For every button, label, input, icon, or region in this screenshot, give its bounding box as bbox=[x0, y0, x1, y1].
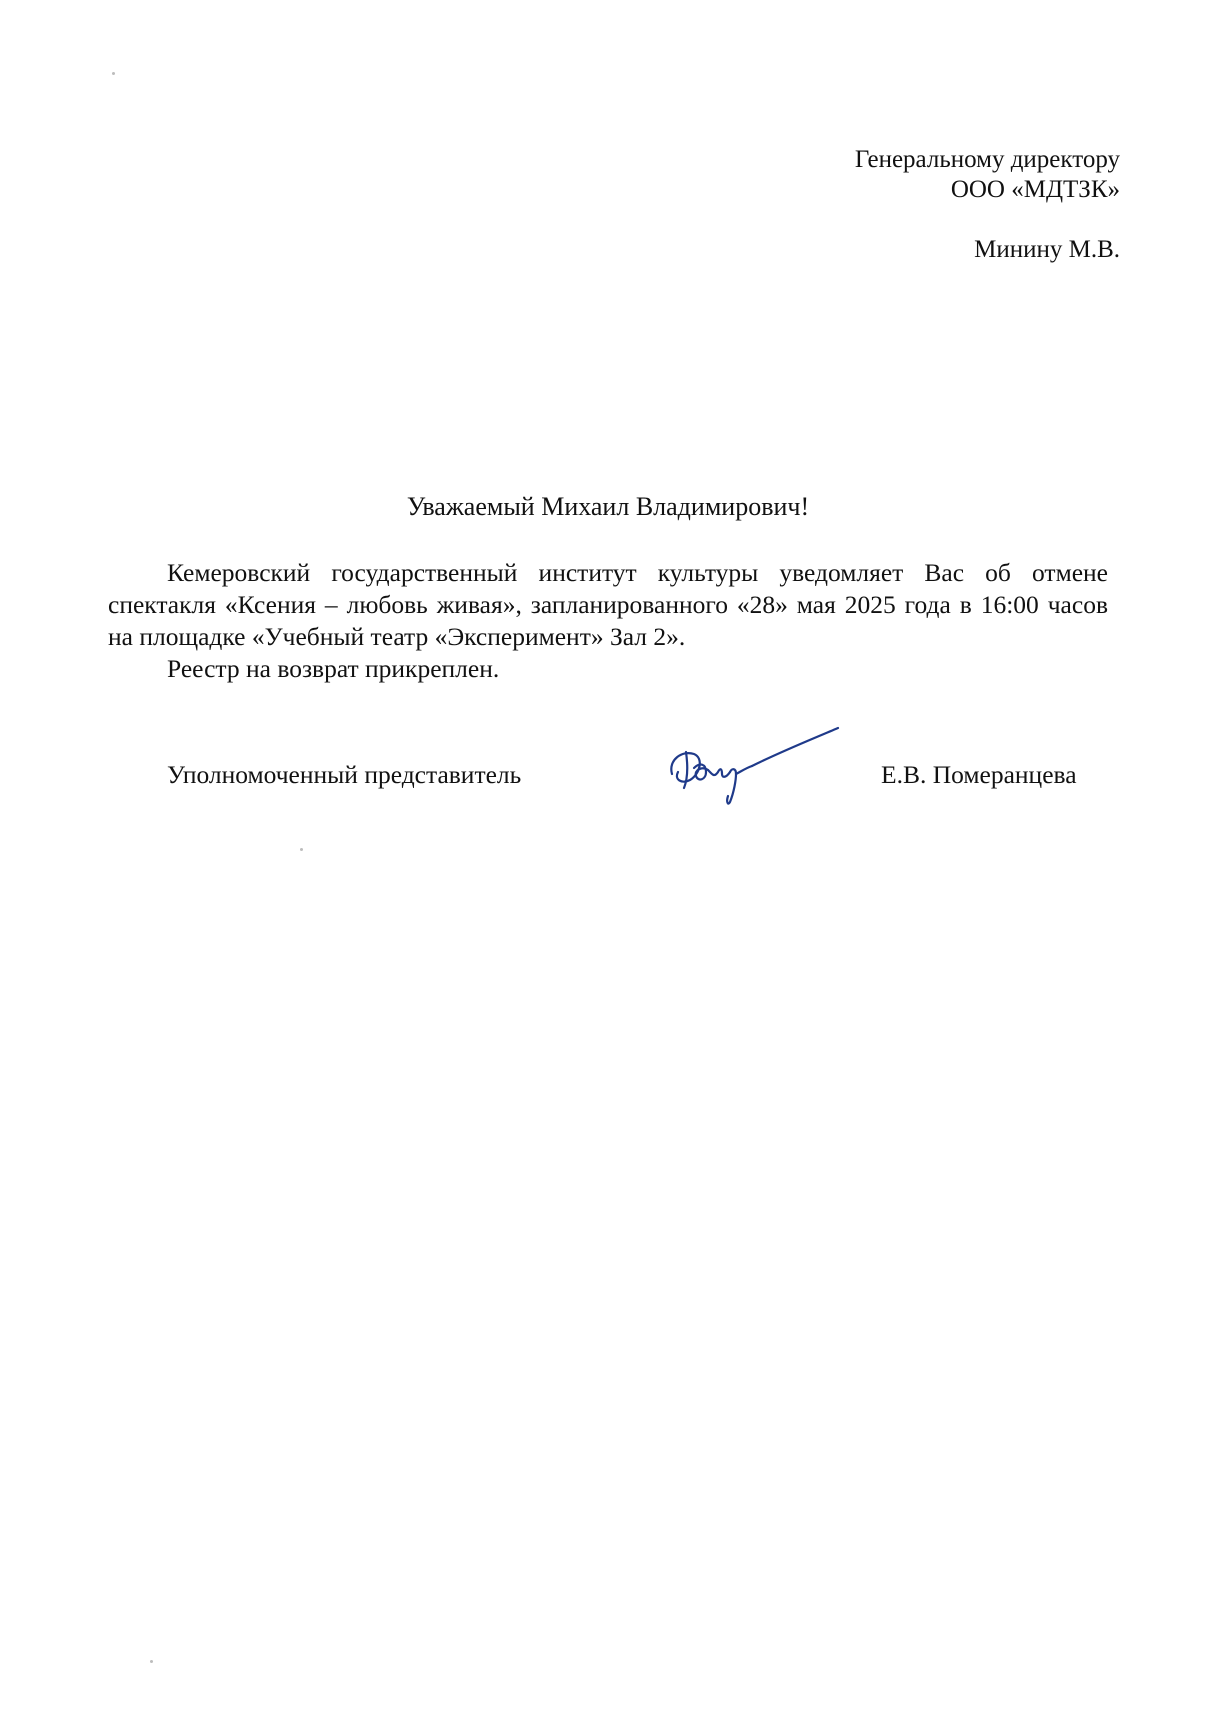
body-paragraph-1: Кемеровский государственный институт культуры уведомляет Вас об отмене спектакля «Ксения – любовь живая», запланированного «28» мая 2025 года в 16:00 часов на площадке «Учебный театр «Эксперимент» Зал 2». bbox=[108, 558, 1108, 651]
scan-speck bbox=[300, 848, 303, 851]
signature-row bbox=[0, 755, 1216, 795]
handwritten-signature bbox=[660, 722, 860, 812]
body-paragraph-2: Реестр на возврат прикреплен. bbox=[167, 654, 500, 683]
scan-speck bbox=[112, 72, 115, 75]
signatory-name: Е.В. Померанцева bbox=[881, 760, 1077, 789]
greeting: Уважаемый Михаил Владимирович! bbox=[406, 492, 810, 521]
signatory-role: Уполномоченный представитель bbox=[167, 760, 522, 789]
addressee-position: Генеральному директору bbox=[854, 146, 1120, 173]
addressee-name: Минину М.В. bbox=[974, 236, 1120, 263]
scan-speck bbox=[150, 1660, 153, 1663]
addressee-block bbox=[855, 145, 1120, 265]
letter-body bbox=[108, 557, 1108, 685]
addressee-company: ООО «МДТЗК» bbox=[950, 176, 1120, 203]
